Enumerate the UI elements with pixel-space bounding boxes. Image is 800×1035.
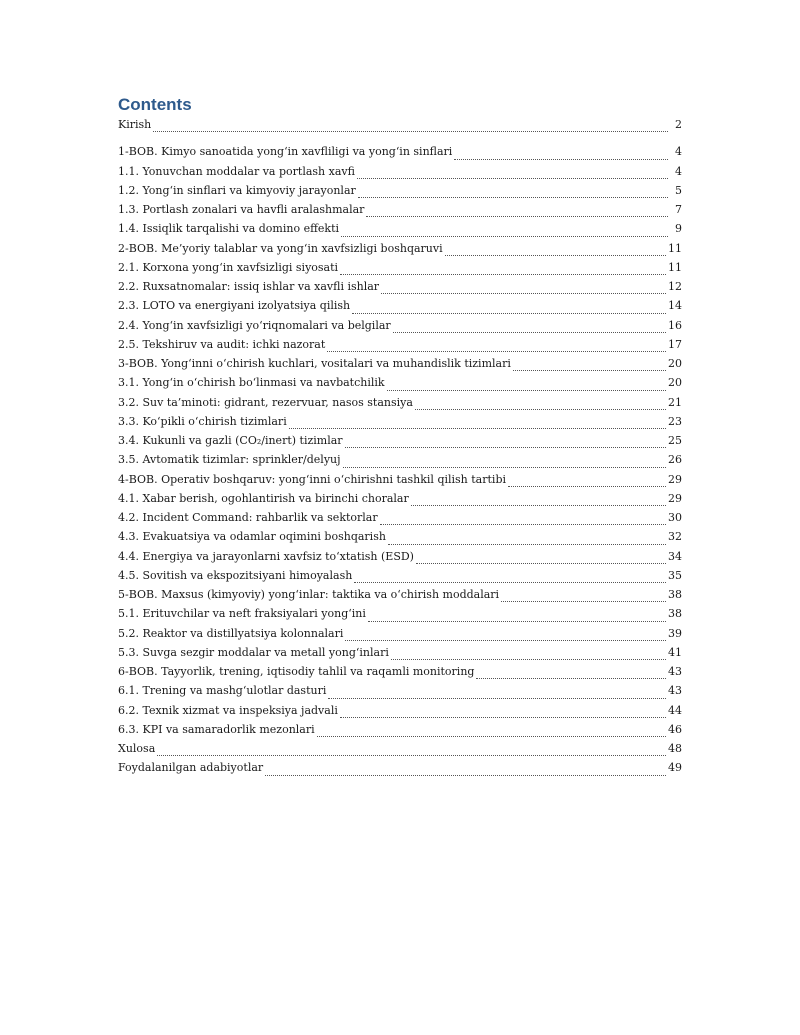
toc-entry-page-number: 35: [668, 568, 682, 582]
toc-dot-leader: [411, 504, 666, 506]
toc-entry-title: 3.1. Yong‘in o‘chirish bo‘linmasi va navbatchilik: [118, 376, 385, 390]
toc-dot-leader: [366, 215, 668, 217]
toc-dot-leader: [340, 716, 666, 718]
table-of-contents: [118, 118, 682, 781]
toc-entry[interactable]: [118, 473, 682, 492]
toc-dot-leader: [501, 600, 666, 602]
toc-entry-title: 5.1. Erituvchilar va neft fraksiyalari yong‘ini: [118, 607, 366, 621]
toc-entry-page-number: 39: [668, 626, 682, 640]
toc-dot-leader: [387, 389, 666, 391]
toc-entry[interactable]: [118, 742, 682, 761]
toc-entry[interactable]: [118, 684, 682, 703]
toc-entry-title: 4-BOB. Operativ boshqaruv: yong‘inni o‘chirishni tashkil qilish tartibi: [118, 472, 506, 486]
toc-entry[interactable]: [118, 723, 682, 742]
toc-entry[interactable]: [118, 376, 682, 395]
toc-entry-title: 1.3. Portlash zonalari va havfli aralashmalar: [118, 203, 365, 216]
toc-dot-leader: [508, 485, 666, 487]
toc-entry-page-number: 23: [668, 414, 682, 428]
toc-entry-title: 4.1. Xabar berish, ogohlantirish va birinchi choralar: [118, 491, 409, 505]
toc-entry[interactable]: [118, 242, 682, 261]
toc-entry[interactable]: [118, 704, 682, 723]
toc-entry-title: 4.5. Sovitish va ekspozitsiyani himoyalash: [118, 568, 353, 582]
toc-entry-page-number: 17: [668, 337, 682, 351]
toc-dot-leader: [368, 620, 666, 622]
toc-entry[interactable]: [118, 434, 682, 453]
toc-entry-page-number: 25: [668, 434, 682, 447]
toc-entry[interactable]: [118, 627, 682, 646]
toc-entry-page-number: 43: [668, 665, 682, 678]
toc-entry-page-number: 12: [668, 280, 682, 293]
toc-entry-title: 4.2. Incident Command: rahbarlik va sektorlar: [118, 511, 378, 524]
toc-entry-title: 1-BOB. Kimyo sanoatida yong‘in xavfliligi va yong‘in sinflari: [118, 145, 453, 159]
toc-entry-page-number: 2: [675, 118, 682, 131]
toc-entry-page-number: 30: [668, 511, 682, 524]
toc-entry-title: 1.4. Issiqlik tarqalishi va domino effekti: [118, 222, 340, 236]
toc-entry[interactable]: [118, 569, 682, 588]
toc-dot-leader: [343, 466, 666, 468]
toc-dot-leader: [289, 427, 666, 429]
toc-dot-leader: [454, 158, 668, 160]
toc-dot-leader: [341, 235, 668, 237]
toc-entry-title: 5.3. Suvga sezgir moddalar va metall yong‘inlari: [118, 645, 389, 659]
toc-entry[interactable]: [118, 222, 682, 241]
toc-dot-leader: [354, 581, 666, 583]
toc-entry-title: 2.4. Yong‘in xavfsizligi yo‘riqnomalari va belgilar: [118, 318, 391, 332]
toc-entry-page-number: 49: [668, 761, 682, 775]
toc-dot-leader: [340, 273, 666, 275]
toc-entry-page-number: 38: [668, 588, 682, 601]
toc-entry-page-number: 14: [668, 299, 682, 313]
toc-dot-leader: [345, 639, 666, 641]
toc-entry[interactable]: [118, 357, 682, 376]
toc-entry-page-number: 29: [668, 491, 682, 505]
toc-entry[interactable]: [118, 261, 682, 280]
toc-entry-page-number: 5: [675, 183, 682, 197]
toc-entry-page-number: 34: [668, 549, 682, 563]
toc-entry-title: 3.3. Ko‘pikli o‘chirish tizimlari: [118, 414, 287, 428]
toc-entry-title: 3.4. Kukunli va gazli (CO₂/inert) tizimlar: [118, 434, 343, 447]
toc-dot-leader: [415, 408, 666, 410]
toc-dot-leader: [352, 312, 666, 314]
toc-entry-title: 2.2. Ruxsatnomalar: issiq ishlar va xavfli ishlar: [118, 280, 380, 293]
toc-entry-title: 2-BOB. Me’yoriy talablar va yong‘in xavfsizligi boshqaruvi: [118, 241, 443, 255]
toc-entry-title: 3.5. Avtomatik tizimlar: sprinkler/delyuj: [118, 453, 341, 467]
toc-entry-page-number: 43: [668, 684, 682, 698]
toc-dot-leader: [380, 523, 666, 525]
toc-entry-title: 6.2. Texnik xizmat va inspeksiya jadvali: [118, 703, 338, 717]
toc-entry-page-number: 16: [668, 318, 682, 332]
toc-dot-leader: [393, 331, 666, 333]
toc-entry-title: 4.3. Evakuatsiya va odamlar oqimini boshqarish: [118, 530, 386, 544]
toc-entry-page-number: 29: [668, 472, 682, 486]
toc-entry-title: Foydalanilgan adabiyotlar: [118, 761, 264, 775]
toc-entry[interactable]: [118, 118, 682, 137]
toc-dot-leader: [391, 658, 666, 660]
toc-entry-page-number: 21: [668, 395, 682, 409]
toc-entry-page-number: 20: [668, 357, 682, 370]
toc-dot-leader: [358, 196, 668, 198]
toc-dot-leader: [357, 177, 668, 179]
toc-entry-page-number: 46: [668, 722, 682, 736]
toc-dot-leader: [388, 543, 666, 545]
toc-entry-title: 2.3. LOTO va energiyani izolyatsiya qilish: [118, 299, 351, 313]
toc-entry-page-number: 48: [668, 742, 682, 755]
toc-dot-leader: [513, 369, 666, 371]
toc-entry-page-number: 9: [675, 222, 682, 236]
toc-dot-leader: [476, 677, 666, 679]
toc-entry-title: 3.2. Suv ta’minoti: gidrant, rezervuar, nasos stansiya: [118, 395, 413, 409]
toc-entry-page-number: 32: [668, 530, 682, 544]
toc-entry-title: 3-BOB. Yong‘inni o‘chirish kuchlari, vositalari va muhandislik tizimlari: [118, 357, 511, 370]
toc-entry[interactable]: [118, 530, 682, 549]
toc-entry-page-number: 11: [668, 241, 682, 255]
toc-entry[interactable]: [118, 511, 682, 530]
toc-dot-leader: [265, 774, 666, 776]
toc-entry-title: Kirish: [118, 118, 152, 131]
toc-entry[interactable]: [118, 145, 682, 164]
toc-entry[interactable]: [118, 607, 682, 626]
toc-entry-page-number: 4: [675, 145, 682, 159]
toc-entry-page-number: 20: [668, 376, 682, 390]
toc-entry-title: 5.2. Reaktor va distillyatsiya kolonnalari: [118, 626, 344, 640]
toc-entry[interactable]: [118, 761, 682, 780]
toc-entry[interactable]: [118, 415, 682, 434]
toc-entry-title: Xulosa: [118, 742, 156, 755]
toc-entry[interactable]: [118, 319, 682, 338]
toc-entry-title: 5-BOB. Maxsus (kimyoviy) yong‘inlar: taktika va o‘chirish moddalari: [118, 588, 500, 601]
toc-entry-title: 4.4. Energiya va jarayonlarni xavfsiz to‘xtatish (ESD): [118, 549, 414, 563]
toc-entry[interactable]: [118, 453, 682, 472]
toc-entry-title: 1.2. Yong‘in sinflari va kimyoviy jarayonlar: [118, 183, 356, 197]
toc-entry[interactable]: [118, 338, 682, 357]
toc-entry[interactable]: [118, 396, 682, 415]
toc-entry-title: 6-BOB. Tayyorlik, trening, iqtisodiy tahlil va raqamli monitoring: [118, 665, 475, 678]
toc-entry-title: 6.1. Trening va mashg‘ulotlar dasturi: [118, 684, 327, 698]
toc-dot-leader: [157, 754, 666, 756]
toc-entry[interactable]: [118, 203, 682, 222]
toc-entry[interactable]: [118, 299, 682, 318]
toc-entry-page-number: 11: [668, 260, 682, 274]
toc-entry[interactable]: [118, 550, 682, 569]
toc-entry-title: 6.3. KPI va samaradorlik mezonlari: [118, 722, 315, 736]
toc-entry-page-number: 41: [668, 645, 682, 659]
toc-dot-leader: [345, 446, 666, 448]
toc-entry-page-number: 44: [668, 703, 682, 717]
toc-entry-title: 2.5. Tekshiruv va audit: ichki nazorat: [118, 337, 326, 351]
toc-entry[interactable]: [118, 665, 682, 684]
toc-entry-page-number: 4: [675, 164, 682, 178]
toc-entry[interactable]: [118, 165, 682, 184]
toc-entry[interactable]: [118, 280, 682, 299]
toc-dot-leader: [381, 292, 666, 294]
toc-dot-leader: [153, 130, 668, 132]
toc-entry-page-number: 7: [675, 203, 682, 216]
toc-entry[interactable]: [118, 588, 682, 607]
toc-entry[interactable]: [118, 184, 682, 203]
toc-dot-leader: [416, 562, 666, 564]
toc-entry-title: 1.1. Yonuvchan moddalar va portlash xavfi: [118, 164, 355, 178]
toc-dot-leader: [317, 735, 666, 737]
toc-entry-title: 2.1. Korxona yong‘in xavfsizligi siyosati: [118, 260, 339, 274]
toc-dot-leader: [327, 350, 666, 352]
toc-dot-leader: [445, 254, 666, 256]
toc-entry-page-number: 38: [668, 607, 682, 621]
toc-dot-leader: [328, 697, 666, 699]
toc-entry[interactable]: [118, 492, 682, 511]
toc-entry-page-number: 26: [668, 453, 682, 467]
toc-heading: Contents: [118, 95, 192, 114]
toc-entry[interactable]: [118, 646, 682, 665]
